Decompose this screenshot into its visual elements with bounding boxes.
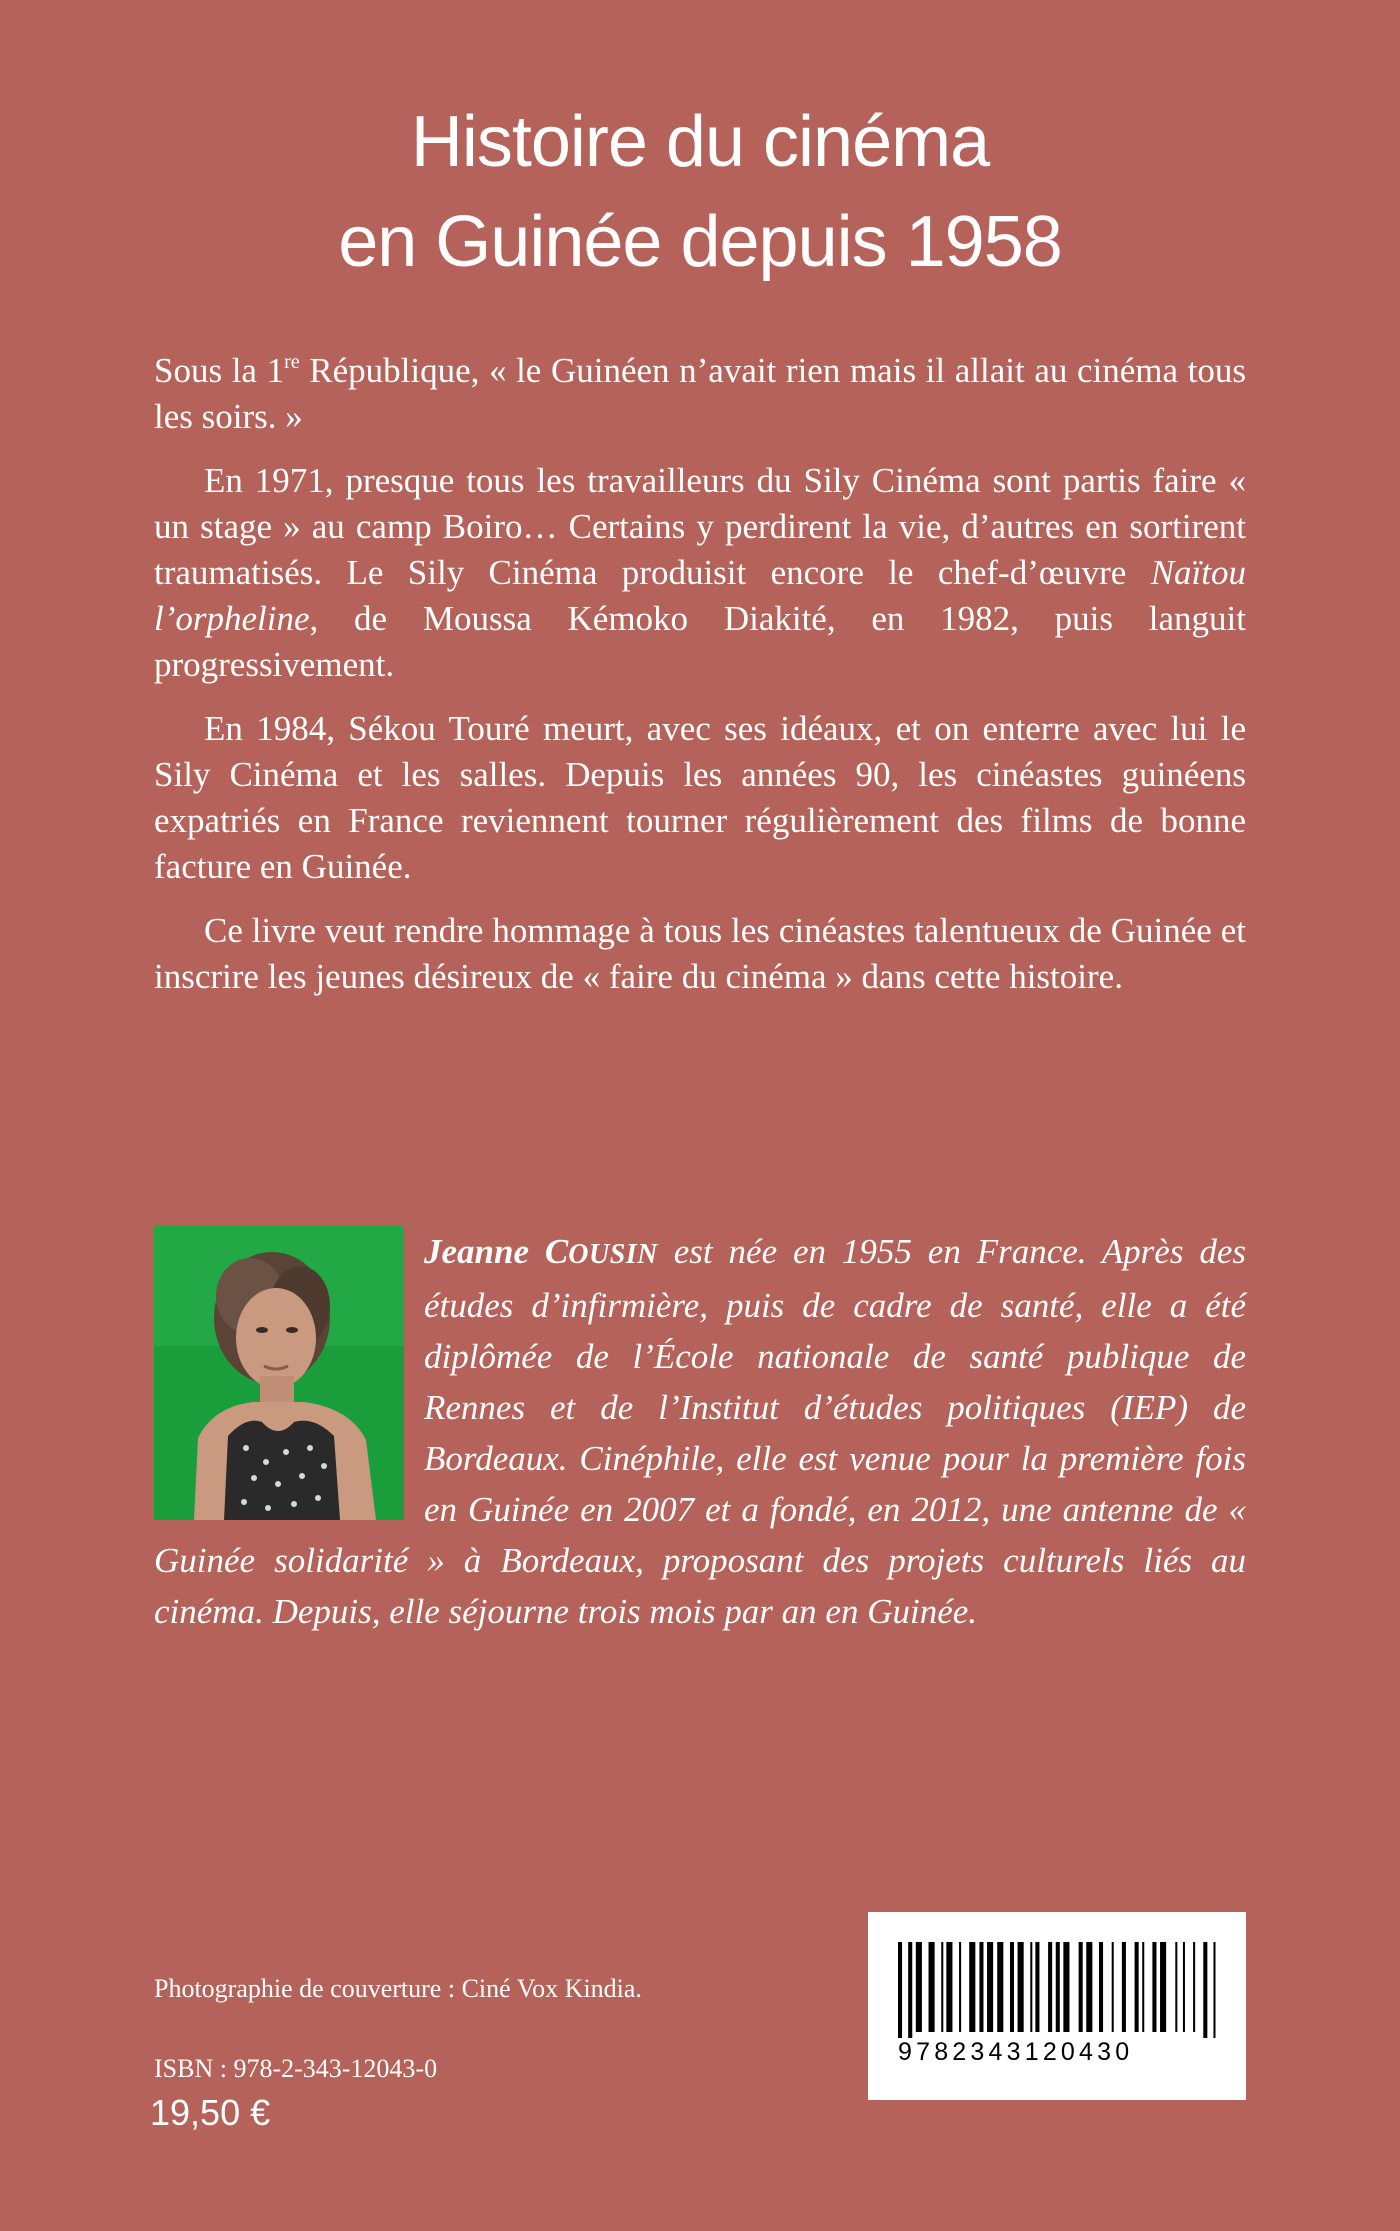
barcode-bar [1142, 1942, 1144, 2032]
blurb [154, 348, 1246, 1018]
author-last-name-initial: C [544, 1232, 569, 1271]
barcode-bar [1203, 1942, 1207, 2038]
barcode-bar [1122, 1942, 1126, 2032]
barcode-bar [1152, 1942, 1156, 2032]
barcode-bar [941, 1942, 943, 2032]
author-bio-text: est née en 1955 en France. Après des études d’infirmière, puis de cadre de santé, elle a été diplômée de l’École nationale de santé publique de Rennes et de l’Institut d’études politiques (IEP) de Bordeaux. Cinéphile, elle est venue pour la première fois en Guinée en 2007 et a fondé, en 2012, une antenne de « Guinée solidarité » à Bordeaux, proposant des projets culturels liés au cinéma. Depuis, elle séjourne trois mois par an en Guinée. [154, 1232, 1247, 1631]
barcode-bar [969, 1942, 975, 2032]
blurb-p2-start: En 1971, presque tous les travailleurs du Sily Cinéma sont partis faire « un stage » au camp Boiro… Certains y perdirent la vie, d’autres en sortirent traumatisés. Le Sily Cinéma produisit encore le chef-d’œuvre [154, 461, 1246, 592]
barcode-bar [1056, 1942, 1060, 2032]
blurb-paragraph-3: En 1984, Sékou Touré meurt, avec ses idéaux, et on enterre avec lui le Sily Cinéma et les salles. Depuis les années 90, les cinéastes guinéens expatriés en France reviennent tourner régulièrement des films de bonne facture en Guinée. [154, 709, 1246, 886]
photo-credit: Photographie de couverture : Ciné Vox Kindia. [154, 1974, 642, 2003]
blurb-paragraph-1 [154, 348, 1246, 440]
barcode-bar [1018, 1942, 1024, 2032]
barcode-bar [987, 1942, 993, 2032]
author-last-name-rest: OUSIN [568, 1239, 658, 1270]
barcode-bar [1086, 1942, 1092, 2032]
barcode-bar [1099, 1942, 1103, 2032]
barcode-bar [1112, 1942, 1114, 2032]
barcode [868, 1912, 1246, 2100]
barcode-bar [959, 1942, 961, 2032]
author-bio [154, 1226, 1246, 1637]
barcode-bar [908, 1942, 912, 2038]
blurb-paragraph-4: Ce livre veut rendre hommage à tous les cinéastes talentueux de Guinée et inscrire les jeunes désireux de « faire du cinéma » dans cette histoire. [154, 911, 1246, 996]
barcode-bar [1063, 1942, 1069, 2032]
barcode-bar [898, 1942, 902, 2038]
barcode-digits: 9782343120430 [898, 2038, 1134, 2066]
author-portrait-image [154, 1226, 404, 1520]
author-first-name: Jeanne [424, 1232, 529, 1271]
price: 19,50 € [150, 2092, 271, 2133]
barcode-bar [1035, 1942, 1039, 2032]
barcode-bar [916, 1942, 922, 2032]
barcode-bars [898, 1942, 1216, 2038]
barcode-bar [997, 1942, 1003, 2032]
blurb-p1-start: Sous la 1 [154, 351, 285, 390]
title-line-2: en Guinée depuis 1958 [338, 202, 1062, 282]
ordinal-superscript: re [284, 351, 300, 373]
barcode-bar [929, 1942, 935, 2032]
blurb-p2-end: , de Moussa Kémoko Diakité, en 1982, puis languit progressivement. [154, 599, 1246, 684]
barcode-bar [1010, 1942, 1014, 2032]
author-photo [154, 1226, 404, 1520]
blurb-p1-end: République, « le Guinéen n’avait rien mais il allait au cinéma tous les soirs. » [154, 351, 1246, 436]
barcode-bar [1135, 1942, 1139, 2032]
film-title: Naïtou l’orpheline [154, 553, 1246, 638]
barcode-bar [1193, 1942, 1195, 2032]
barcode-bar [1079, 1942, 1083, 2032]
barcode-bar [1183, 1942, 1185, 2032]
barcode-bar [1175, 1942, 1177, 2032]
barcode-bar [946, 1942, 952, 2032]
barcode-bar [1048, 1942, 1052, 2032]
barcode-bar [979, 1942, 983, 2032]
barcode-bar [1213, 1942, 1215, 2038]
barcode-bar [1160, 1942, 1166, 2032]
title-line-1: Histoire du cinéma [410, 102, 990, 182]
blurb-paragraph-2 [154, 458, 1246, 688]
isbn: ISBN : 978-2-343-12043-0 [154, 2054, 438, 2083]
book-title [0, 92, 1400, 292]
barcode-bar [1030, 1942, 1032, 2032]
